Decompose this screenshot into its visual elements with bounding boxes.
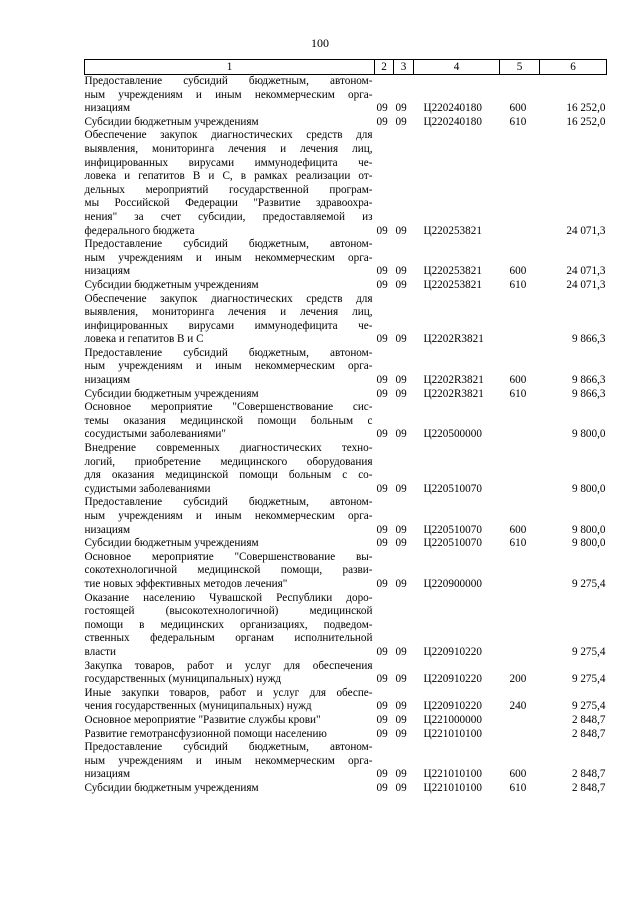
section-code: 09: [376, 673, 388, 686]
row-name-line: Предоставление субсидий бюджетным, автоном-: [84, 741, 373, 754]
row-name-line: ловека и гепатитов В и С: [84, 333, 204, 346]
row-name-line: Развитие гемотрансфузионной помощи населению: [84, 727, 327, 740]
amount: 2 848,7: [571, 727, 606, 740]
target-article-code: Ц220240180: [423, 102, 482, 115]
row-name: [85, 442, 375, 496]
table-row: [85, 388, 607, 402]
target-article-code: Ц221000000: [423, 713, 482, 726]
section-code: 09: [376, 224, 388, 237]
target-article-code: Ц221010100: [423, 727, 482, 740]
subsection-code: 09: [395, 428, 407, 441]
section-code: 09: [376, 387, 388, 400]
subsection-code: 09: [395, 645, 407, 658]
amount: 9 866,3: [571, 374, 606, 387]
section-code: 09: [376, 428, 388, 441]
amount: 9 275,4: [571, 577, 606, 590]
budget-table: [84, 59, 607, 795]
target-article-code: Ц2202R3821: [423, 387, 484, 400]
subsection-code: 09: [395, 115, 407, 128]
section-code: 09: [376, 482, 388, 495]
subsection-code: 09: [395, 387, 407, 400]
row-name-line: ственных федеральным органам исполнительной: [84, 632, 373, 645]
row-name: [85, 238, 375, 279]
table-row: [85, 728, 607, 742]
subsection-code: 09: [395, 713, 407, 726]
expense-type-code: 600: [509, 523, 527, 536]
target-article-code: Ц220240180: [423, 115, 482, 128]
row-name-line: мы Российской Федерации "Развитие здравоохра-: [84, 197, 373, 210]
amount: 9 800,0: [571, 537, 606, 550]
amount: 24 071,3: [566, 278, 606, 291]
row-name: [85, 496, 375, 537]
row-name-line: для оказания медицинской помощи больным с со-: [84, 469, 373, 482]
section-code: 09: [376, 102, 388, 115]
row-name-line: ным учреждениям и иным некоммерческим орга-: [84, 510, 373, 522]
subsection-code: 09: [395, 781, 407, 794]
expense-type-code: 600: [509, 768, 527, 781]
subsection-code: 09: [395, 673, 407, 686]
row-name: [85, 551, 375, 592]
page-number: 100: [311, 36, 329, 50]
target-article-code: Ц220500000: [423, 428, 482, 441]
table-row: [85, 551, 607, 592]
row-name-line: Субсидии бюджетным учреждениям: [84, 115, 259, 128]
row-name-line: Предоставление субсидий бюджетным, автоном-: [84, 346, 373, 359]
table-row: [85, 592, 607, 660]
row-name: [85, 537, 375, 551]
section-code: 09: [376, 523, 388, 536]
target-article-code: Ц220510070: [423, 523, 482, 536]
row-name-line: низациям: [84, 523, 131, 536]
row-name: [85, 401, 375, 442]
header-col-1: 1: [85, 60, 375, 75]
target-article-code: Ц220253821: [423, 278, 482, 291]
table-row: [85, 537, 607, 551]
row-name: [85, 279, 375, 293]
expense-type-code: 600: [509, 374, 527, 387]
subsection-code: 09: [395, 224, 407, 237]
amount: 9 800,0: [571, 428, 606, 441]
row-name-line: дельных мероприятий государственной програм-: [84, 183, 373, 196]
row-name-line: Закупка товаров, работ и услуг для обеспечения: [84, 659, 373, 672]
amount: 16 252,0: [566, 115, 606, 128]
row-name-line: судистыми заболеваниями: [84, 482, 211, 495]
target-article-code: Ц220910220: [423, 645, 482, 658]
row-name: [85, 782, 375, 796]
table-header: [85, 60, 607, 75]
expense-type-code: 610: [509, 115, 527, 128]
row-name-line: помощи в медицинских организациях, подведом-: [84, 618, 373, 631]
expense-type-code: [500, 714, 540, 728]
row-name-line: выявления, мониторинга лечения и лечения лиц,: [84, 306, 373, 319]
subsection-code: 09: [395, 537, 407, 550]
amount: 24 071,3: [566, 224, 606, 237]
row-name-line: ным учреждениям и иным некоммерческим орга-: [84, 360, 373, 373]
section-code: 09: [376, 577, 388, 590]
row-name-line: нения" за счет субсидии, предоставляемой из: [84, 210, 373, 223]
row-name-line: логий, приобретение медицинского оборудования: [84, 455, 373, 468]
table-row: [85, 116, 607, 130]
row-name-line: Предоставление субсидий бюджетным, автоном-: [84, 496, 373, 509]
expense-type-code: 610: [509, 278, 527, 291]
table-row: [85, 279, 607, 293]
subsection-code: 09: [395, 700, 407, 713]
expense-type-code: [500, 129, 540, 238]
amount: 9 275,4: [571, 673, 606, 686]
table-row: [85, 75, 607, 116]
row-name-line: Субсидии бюджетным учреждениям: [84, 387, 259, 400]
amount: 9 800,0: [571, 482, 606, 495]
table-body: [85, 75, 607, 796]
subsection-code: 09: [395, 333, 407, 346]
expense-type-code: [500, 592, 540, 660]
row-name-line: Основное мероприятие "Развитие службы крови": [84, 713, 321, 726]
subsection-code: 09: [395, 727, 407, 740]
section-code: 09: [376, 374, 388, 387]
section-code: 09: [376, 265, 388, 278]
header-col-5: 5: [500, 60, 540, 75]
row-name-line: гостоящей (высокотехнологичной) медицинской: [84, 605, 373, 618]
row-name-line: Основное мероприятие "Совершенствование сис-: [84, 401, 373, 414]
amount: 9 866,3: [571, 333, 606, 346]
row-name-line: тие новых эффективных методов лечения": [84, 577, 288, 590]
row-name-line: Предоставление субсидий бюджетным, автоном-: [84, 75, 373, 87]
target-article-code: Ц221010100: [423, 768, 482, 781]
row-name-line: низациям: [84, 102, 131, 115]
expense-type-code: 610: [509, 781, 527, 794]
expense-type-code: 610: [509, 387, 527, 400]
expense-type-code: [500, 551, 540, 592]
amount: 16 252,0: [566, 102, 606, 115]
row-name: [85, 129, 375, 238]
amount: 9 866,3: [571, 387, 606, 400]
table-row: [85, 714, 607, 728]
table-row: [85, 347, 607, 388]
target-article-code: Ц2202R3821: [423, 333, 484, 346]
amount: 24 071,3: [566, 265, 606, 278]
target-article-code: Ц2202R3821: [423, 374, 484, 387]
amount: 2 848,7: [571, 781, 606, 794]
row-name-line: выявления, мониторинга лечения и лечения лиц,: [84, 142, 373, 155]
row-name-line: Обеспечение закупок диагностических средств для: [84, 129, 373, 142]
target-article-code: Ц220900000: [423, 577, 482, 590]
row-name: [85, 75, 375, 116]
amount: 2 848,7: [571, 768, 606, 781]
expense-type-code: 600: [509, 102, 527, 115]
row-name: [85, 741, 375, 782]
row-name: [85, 293, 375, 347]
expense-type-code: [500, 442, 540, 496]
header-col-4: 4: [414, 60, 500, 75]
row-name-line: сокотехнологичной медицинской помощи, разви-: [84, 564, 373, 577]
section-code: 09: [376, 781, 388, 794]
row-name: [85, 592, 375, 660]
section-code: 09: [376, 727, 388, 740]
row-name: [85, 728, 375, 742]
row-name-line: власти: [84, 645, 117, 658]
row-name-line: сосудистыми заболеваниями": [84, 428, 226, 441]
expense-type-code: 240: [509, 700, 527, 713]
row-name-line: федерального бюджета: [84, 224, 195, 237]
table-row: [85, 293, 607, 347]
table-row: [85, 442, 607, 496]
subsection-code: 09: [395, 265, 407, 278]
section-code: 09: [376, 333, 388, 346]
row-name-line: низациям: [84, 768, 131, 781]
header-col-3: 3: [394, 60, 414, 75]
section-code: 09: [376, 278, 388, 291]
header-col-2: 2: [375, 60, 394, 75]
row-name-line: Внедрение современных диагностических техно-: [84, 442, 373, 455]
table-row: [85, 660, 607, 687]
row-name-line: Оказание населению Чувашской Республики доро-: [84, 591, 373, 604]
row-name-line: Обеспечение закупок диагностических средств для: [84, 292, 373, 305]
subsection-code: 09: [395, 523, 407, 536]
row-name: [85, 388, 375, 402]
section-code: 09: [376, 713, 388, 726]
section-code: 09: [376, 768, 388, 781]
row-name-line: Субсидии бюджетным учреждениям: [84, 278, 259, 291]
row-name: [85, 116, 375, 130]
amount: 9 800,0: [571, 523, 606, 536]
subsection-code: 09: [395, 482, 407, 495]
expense-type-code: 610: [509, 537, 527, 550]
table-row: [85, 741, 607, 782]
target-article-code: Ц221010100: [423, 781, 482, 794]
target-article-code: Ц220253821: [423, 224, 482, 237]
section-code: 09: [376, 700, 388, 713]
target-article-code: Ц220253821: [423, 265, 482, 278]
row-name-line: ным учреждениям и иным некоммерческим орга-: [84, 88, 373, 101]
section-code: 09: [376, 645, 388, 658]
subsection-code: 09: [395, 278, 407, 291]
row-name-line: инфицированных вирусами иммунодефицита че-: [84, 156, 373, 169]
table-row: [85, 496, 607, 537]
row-name: [85, 347, 375, 388]
row-name: [85, 714, 375, 728]
expense-type-code: 600: [509, 265, 527, 278]
amount: 9 275,4: [571, 645, 606, 658]
row-name: [85, 660, 375, 687]
row-name: [85, 687, 375, 714]
expense-type-code: 200: [509, 673, 527, 686]
target-article-code: Ц220510070: [423, 482, 482, 495]
row-name-line: инфицированных вирусами иммунодефицита че-: [84, 319, 373, 332]
row-name-line: Субсидии бюджетным учреждениям: [84, 537, 259, 550]
table-row: [85, 129, 607, 238]
row-name-line: Иные закупки товаров, работ и услуг для обеспе-: [84, 686, 373, 699]
target-article-code: Ц220910220: [423, 700, 482, 713]
row-name-line: ловека и гепатитов В и С, в рамках реализации от-: [84, 170, 373, 183]
amount: 9 275,4: [571, 700, 606, 713]
expense-type-code: [500, 728, 540, 742]
subsection-code: 09: [395, 768, 407, 781]
table-row: [85, 401, 607, 442]
table-row: [85, 782, 607, 796]
section-code: 09: [376, 537, 388, 550]
expense-type-code: [500, 401, 540, 442]
amount: 2 848,7: [571, 713, 606, 726]
table-row: [85, 238, 607, 279]
row-name-line: низациям: [84, 374, 131, 387]
row-name-line: ным учреждениям и иным некоммерческим орга-: [84, 251, 373, 264]
subsection-code: 09: [395, 102, 407, 115]
subsection-code: 09: [395, 374, 407, 387]
row-name-line: Основное мероприятие "Совершенствование вы-: [84, 550, 373, 563]
expense-type-code: [500, 293, 540, 347]
target-article-code: Ц220510070: [423, 537, 482, 550]
row-name-line: темы оказания медицинской помощи больным с: [84, 414, 373, 427]
row-name-line: низациям: [84, 265, 131, 278]
header-col-6: 6: [540, 60, 607, 75]
row-name-line: ным учреждениям и иным некоммерческим орга-: [84, 754, 373, 767]
row-name-line: Предоставление субсидий бюджетным, автоном-: [84, 238, 373, 251]
subsection-code: 09: [395, 577, 407, 590]
row-name-line: Субсидии бюджетным учреждениям: [84, 781, 259, 794]
target-article-code: Ц220910220: [423, 673, 482, 686]
table-row: [85, 687, 607, 714]
row-name-line: чения государственных (муниципальных) нужд: [84, 700, 312, 713]
row-name-line: государственных (муниципальных) нужд: [84, 673, 282, 686]
section-code: 09: [376, 115, 388, 128]
